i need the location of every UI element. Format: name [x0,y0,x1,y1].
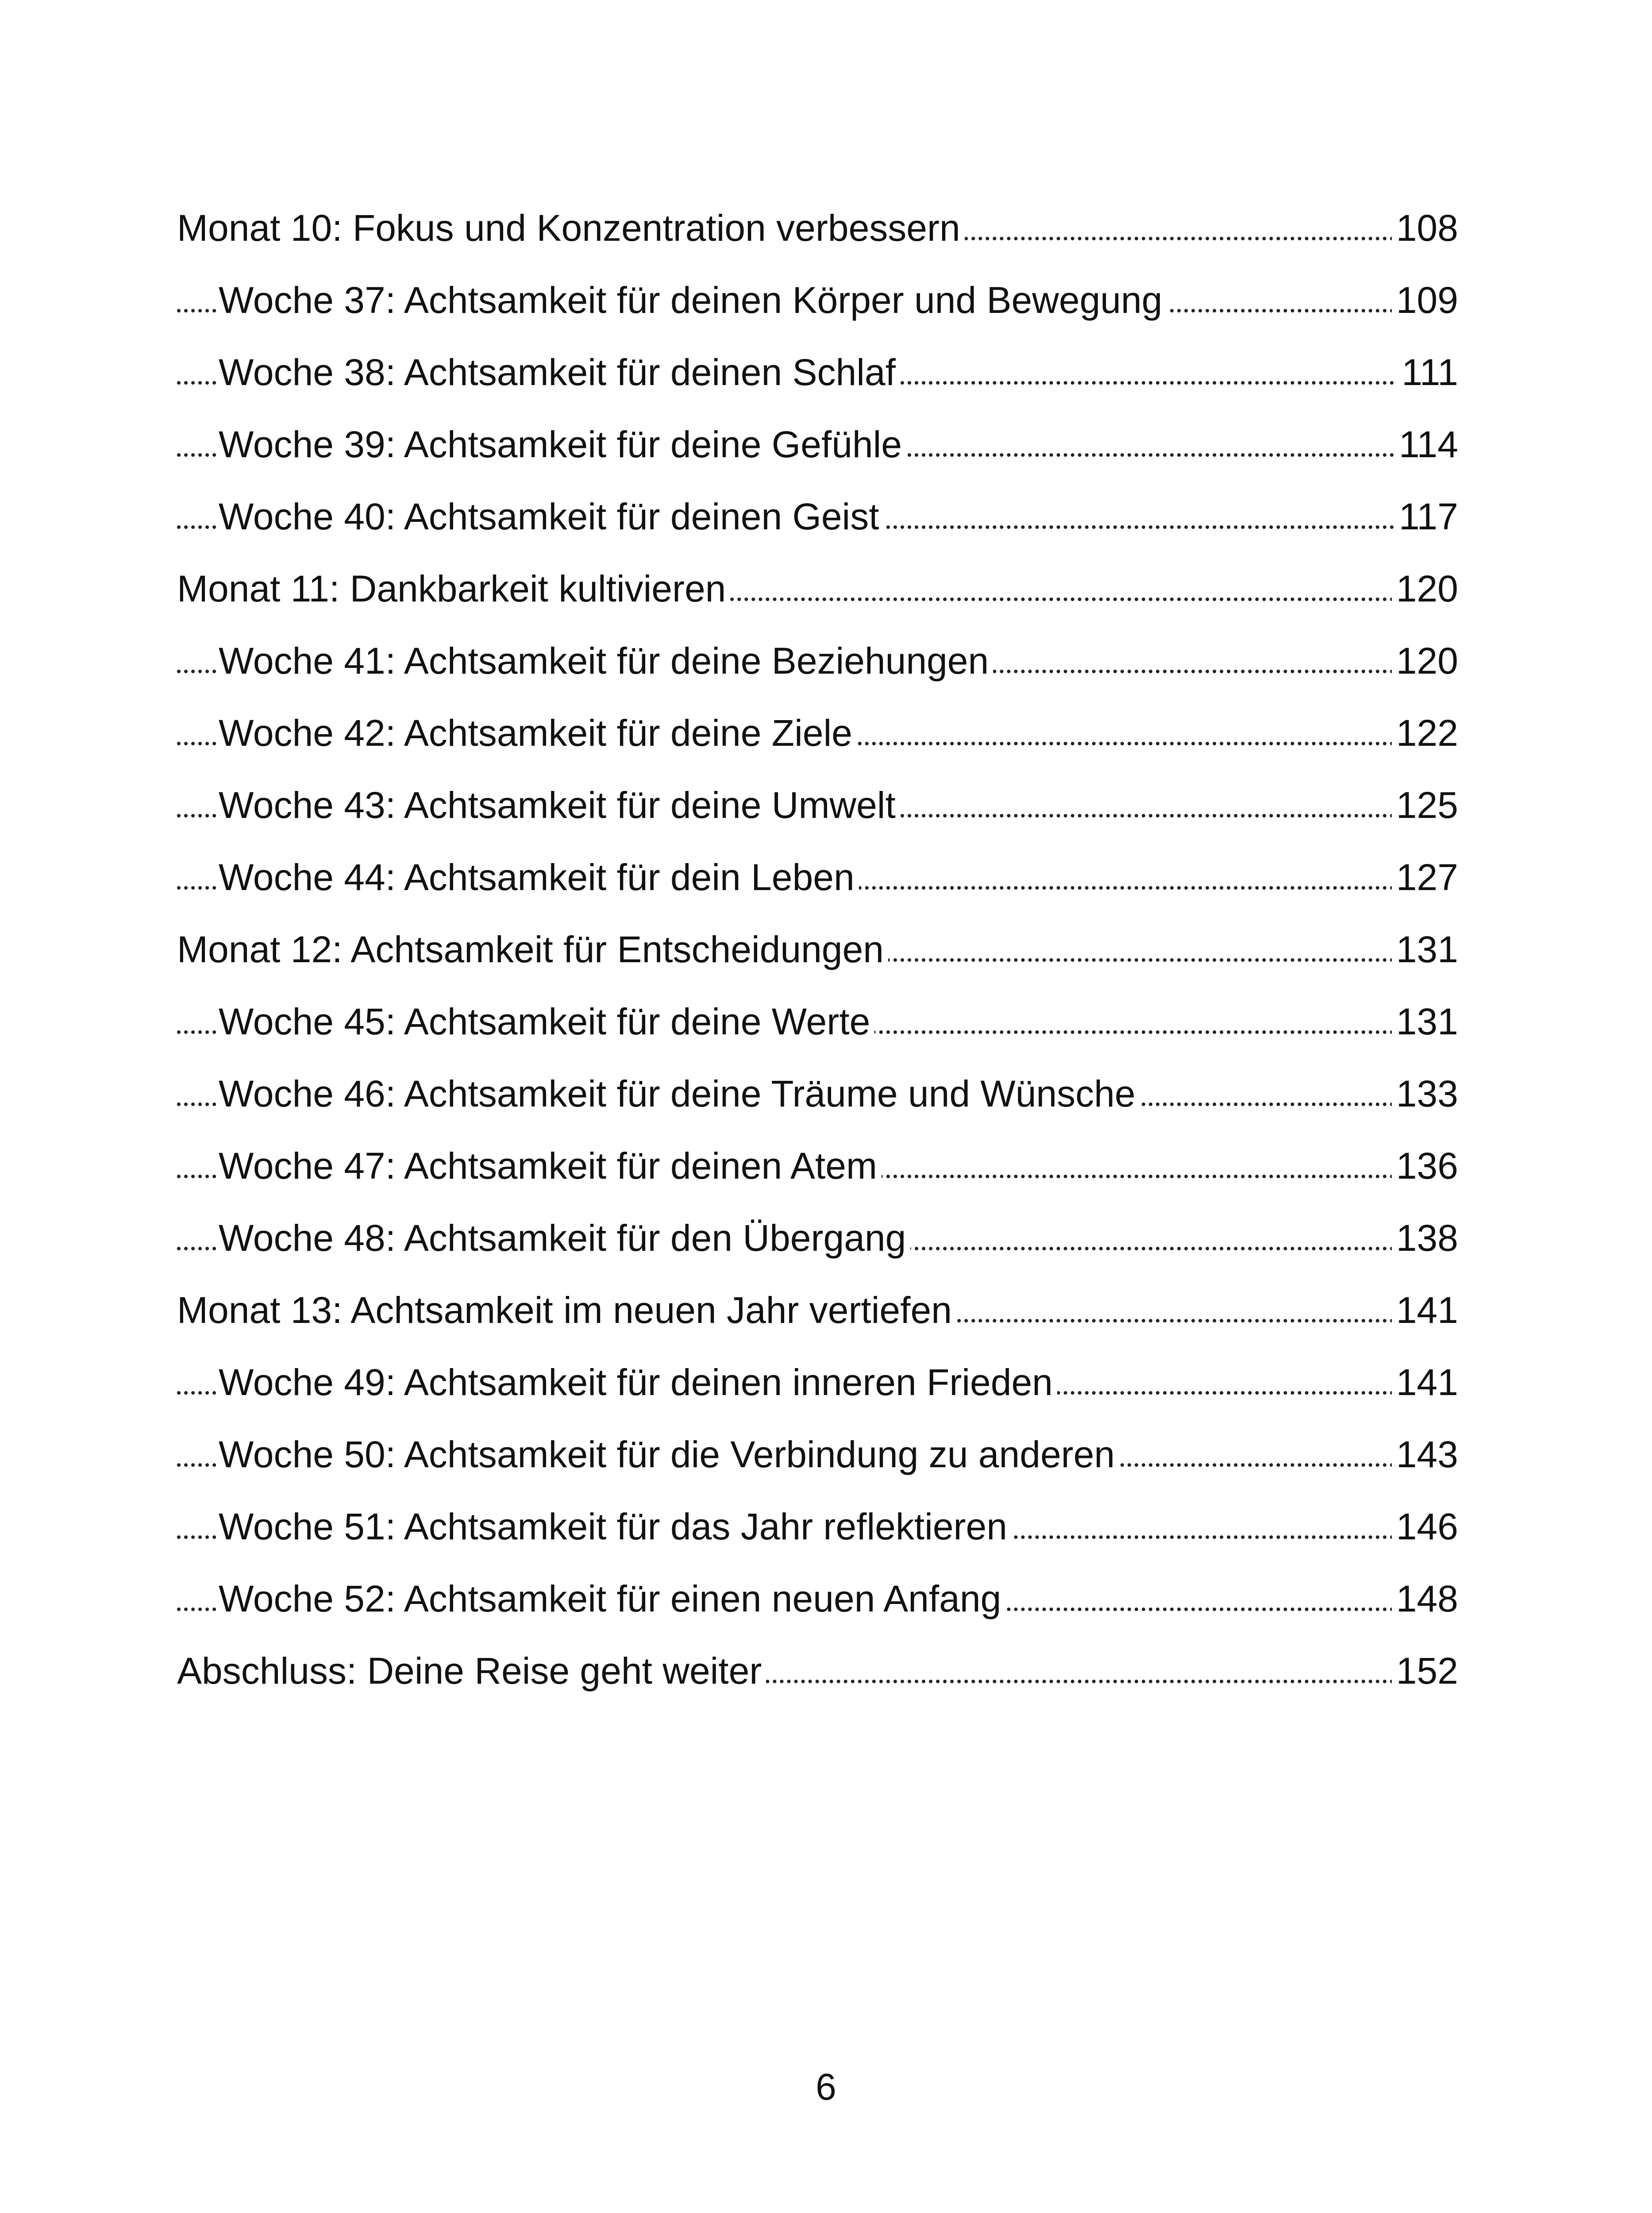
toc-entry-title: Monat 10: Fokus und Konzentration verbessern [177,207,965,249]
toc-entry [177,1202,1458,1274]
toc-entry-title: Woche 40: Achtsamkeit für deinen Geist [219,496,884,537]
toc-entry-title: Woche 51: Achtsamkeit für das Jahr reflektieren [219,1506,1012,1547]
toc-entry [177,336,1458,409]
toc-entry-title: Monat 12: Achtsamkeit für Entscheidungen [177,929,888,970]
toc-entry-page: 131 [1392,986,1458,1058]
toc-entry-page: 109 [1392,264,1458,336]
toc-entry-title: Abschluss: Deine Reise geht weiter [177,1650,766,1692]
toc-entry-title: Woche 42: Achtsamkeit für deine Ziele [219,712,857,754]
toc-entry [177,264,1458,336]
toc-entry [177,1058,1458,1130]
page-number: 6 [816,2066,836,2108]
toc-entry [177,625,1458,697]
toc-entry-title: Woche 37: Achtsamkeit für deinen Körper und Bewegung [219,279,1167,321]
toc-entry-page: 152 [1392,1635,1458,1707]
toc-entry-title: Woche 49: Achtsamkeit für deinen inneren Frieden [219,1361,1057,1403]
toc-entry [177,1130,1458,1202]
toc-entry-title: Woche 44: Achtsamkeit für dein Leben [219,856,859,898]
toc-entry-title: Woche 43: Achtsamkeit für deine Umwelt [219,784,900,826]
toc-entry-title: Monat 11: Dankbarkeit kultivieren [177,568,730,609]
toc-entry [177,1346,1458,1419]
toc-entry-title: Woche 48: Achtsamkeit für den Übergang [219,1217,910,1259]
toc-entry-page: 141 [1392,1346,1458,1419]
toc-entry [177,1419,1458,1491]
toc-entry-page: 136 [1392,1130,1458,1202]
toc-entry [177,914,1458,986]
toc-entry [177,1274,1458,1346]
toc-entry-page: 133 [1392,1058,1458,1130]
toc-entry-page: 120 [1392,625,1458,697]
toc-entry-page: 125 [1392,769,1458,841]
toc-entry-page: 127 [1392,841,1458,914]
toc-entry-title: Woche 45: Achtsamkeit für deine Werte [219,1001,874,1042]
toc-entry [177,553,1458,625]
toc-entry-page: 148 [1392,1563,1458,1635]
toc-entry [177,192,1458,264]
toc-entry-page: 122 [1392,697,1458,769]
toc-entry [177,1491,1458,1563]
toc-entry-page: 117 [1394,481,1458,553]
toc-entry-page: 143 [1392,1419,1458,1491]
toc-entry-title: Woche 52: Achtsamkeit für einen neuen Anfang [219,1578,1005,1619]
toc-entry [177,769,1458,841]
toc-entry [177,697,1458,769]
toc-entry [177,1563,1458,1635]
toc-entry-title: Monat 13: Achtsamkeit im neuen Jahr vertiefen [177,1289,956,1331]
toc-entry [177,481,1458,553]
table-of-contents [177,192,1458,1707]
toc-entry-page: 131 [1392,914,1458,986]
toc-entry-title: Woche 38: Achtsamkeit für deinen Schlaf [219,351,900,393]
toc-entry-page: 108 [1392,192,1458,264]
toc-entry-page: 114 [1394,409,1458,481]
toc-entry-title: Woche 50: Achtsamkeit für die Verbindung zu anderen [219,1434,1119,1475]
toc-entry-page: 120 [1392,553,1458,625]
toc-entry [177,841,1458,914]
toc-entry-title: Woche 47: Achtsamkeit für deinen Atem [219,1145,882,1187]
toc-entry [177,986,1458,1058]
toc-entry-page: 138 [1392,1202,1458,1274]
toc-entry-title: Woche 46: Achtsamkeit für deine Träume und Wünsche [219,1073,1140,1114]
toc-entry [177,409,1458,481]
toc-entry-page: 146 [1392,1491,1458,1563]
toc-entry-page: 111 [1397,336,1458,409]
toc-entry-page: 141 [1392,1274,1458,1346]
toc-entry-title: Woche 41: Achtsamkeit für deine Beziehungen [219,640,993,682]
toc-entry-title: Woche 39: Achtsamkeit für deine Gefühle [219,424,906,465]
toc-entry [177,1635,1458,1707]
